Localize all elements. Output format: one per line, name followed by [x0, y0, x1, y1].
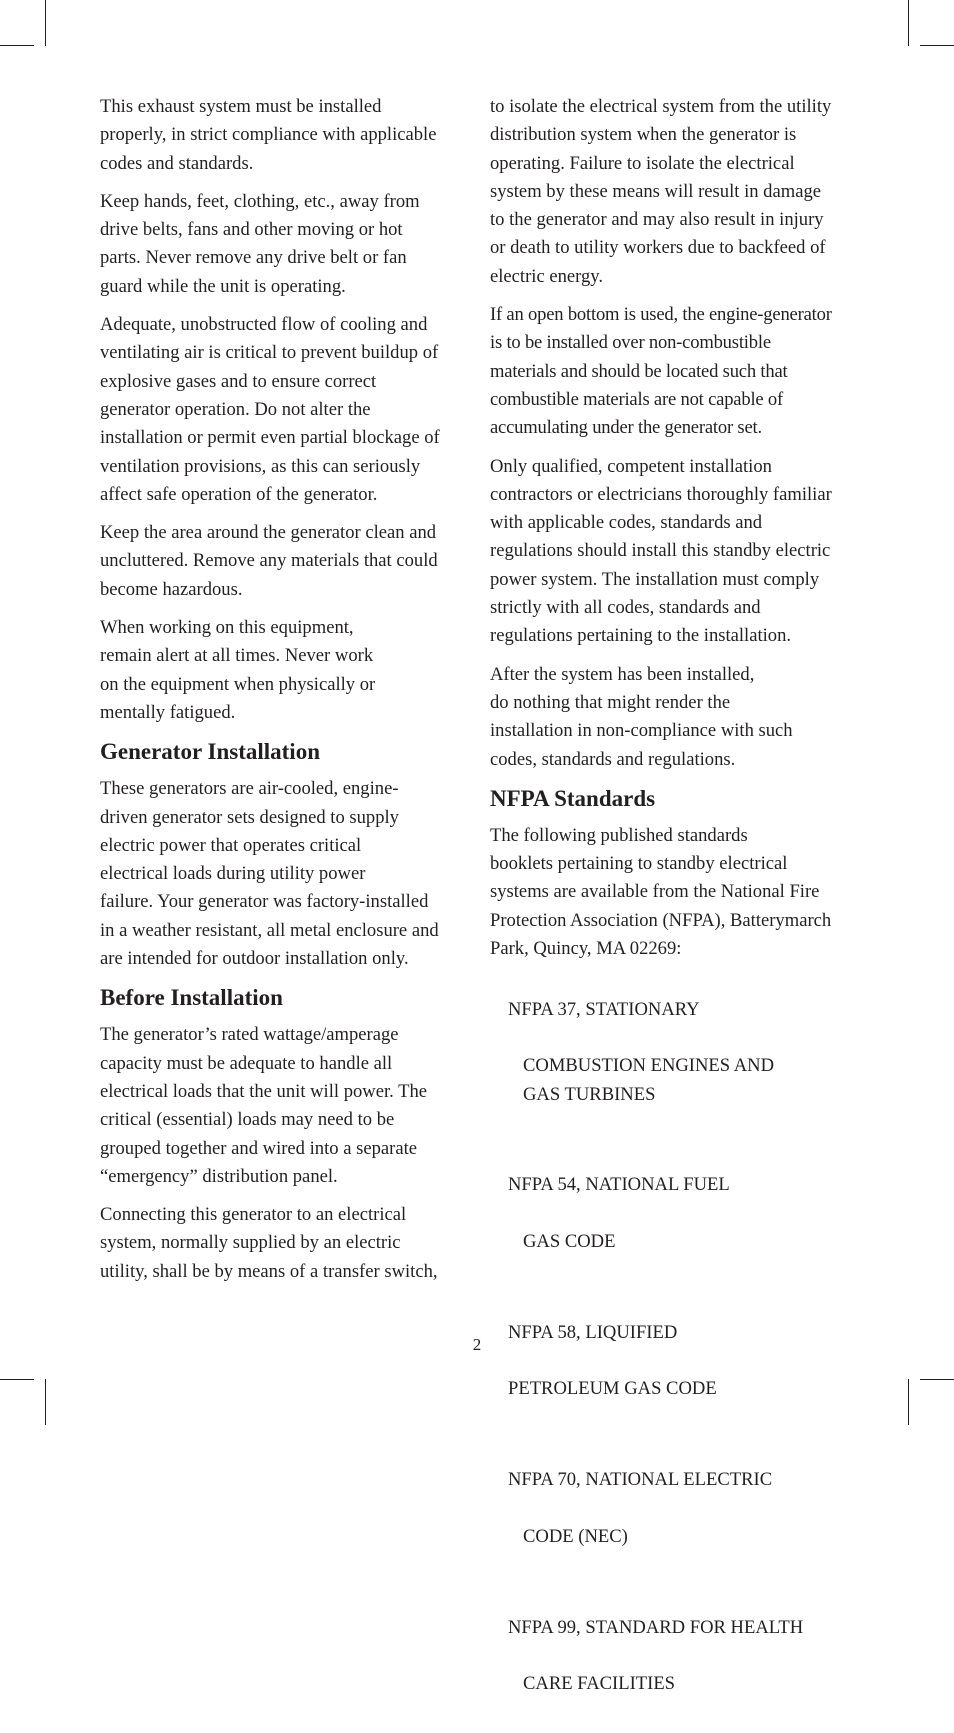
isolation-paragraph: to isolate the electrical system from the utility distribution system when the generator is operating. Failure to isolate the electrical system by these means will result in damage to the generator and may also result in injury or death to utility workers due to backfeed of electric energy.	[490, 96, 832, 287]
crop-mark-top-right-vertical	[908, 0, 909, 46]
standard-title-continued: COMBUSTION ENGINES AND GAS TURBINES	[523, 1055, 775, 1105]
standard-title-continued: CODE (NEC)	[523, 1525, 628, 1547]
clean-area-paragraph: Keep the area around the generator clean and uncluttered. Remove any materials that could become hazardous.	[100, 522, 438, 600]
crop-mark-bottom-left-horizontal	[0, 1379, 34, 1380]
standard-title-continued: GAS CODE	[523, 1230, 616, 1252]
standard-title: NFPA 37, STATIONARY	[508, 998, 700, 1020]
wattage-paragraph: The generator’s rated wattage/amperage capacity must be adequate to handle all electrical loads that the unit will power. The critical (essential) loads may need to be grouped together and wired into a separate “emergency” distribution panel.	[100, 1024, 428, 1187]
standard-item-nfpa-58	[508, 1291, 860, 1432]
moving-parts-paragraph: Keep hands, feet, clothing, etc., away from drive belts, fans and other moving or hot parts. Never remove any drive belt or fan guard while the unit is operating.	[100, 190, 420, 297]
open-bottom-paragraph: If an open bottom is used, the engine-generator is to be installed over non-combustible materials and should be located such that combustible materials are not capable of accumulating under the generator set.	[490, 304, 832, 439]
fatigue-paragraph: When working on this equipment, remain alert at all times. Never work on the equipment when physically or mentally fatigued.	[100, 617, 376, 723]
standard-title: NFPA 99, STANDARD FOR HEALTH	[508, 1616, 804, 1638]
standard-item-nfpa-37	[508, 967, 860, 1137]
standard-item-nfpa-70	[508, 1438, 860, 1579]
crop-mark-bottom-right-horizontal	[920, 1379, 954, 1380]
left-column	[100, 93, 470, 1296]
standard-title-continued: CARE FACILITIES	[523, 1673, 676, 1695]
standard-title: NFPA 70, NATIONAL ELECTRIC	[508, 1469, 773, 1491]
crop-mark-bottom-left-vertical	[45, 1379, 46, 1425]
crop-mark-top-left-vertical	[45, 0, 46, 46]
before-installation-heading: Before Installation	[100, 985, 283, 1011]
standard-title: NFPA 58, LIQUIFIED	[508, 1321, 678, 1343]
right-column	[490, 93, 860, 1733]
standard-title-continued: PETROLEUM GAS CODE	[508, 1378, 717, 1400]
standard-title: NFPA 54, NATIONAL FUEL	[508, 1174, 730, 1196]
standard-item-nfpa-99	[508, 1586, 860, 1727]
generator-description-paragraph: These generators are air-cooled, engine- driven generator sets designed to supply electric power that operates critical electrical loads during utility power failure. Your generator was factory-installed in a weather resistant, all metal enclosure and are intended for outdoor installation only.	[100, 778, 439, 970]
qualified-installers-paragraph: Only qualified, competent installation contractors or electricians thoroughly familiar with applicable codes, standards and regulations should install this standby electric power system. The installation must comply strictly with all codes, standards and regulations pertaining to the installation.	[490, 455, 832, 647]
crop-mark-top-right-horizontal	[920, 45, 954, 46]
transfer-switch-paragraph: Connecting this generator to an electrical system, normally supplied by an electric utility, shall be by means of a transfer switch,	[100, 1204, 438, 1282]
nfpa-standards-heading: NFPA Standards	[490, 785, 656, 811]
nfpa-intro-paragraph: The following published standards booklets pertaining to standby electrical systems are available from the National Fire Protection Association (NFPA), Batterymarch Park, Quincy, MA 02269:	[490, 824, 832, 960]
generator-installation-heading: Generator Installation	[100, 739, 320, 765]
page-number: 2	[472, 1335, 482, 1354]
crop-mark-bottom-right-vertical	[908, 1379, 909, 1425]
ventilation-paragraph: Adequate, unobstructed flow of cooling and ventilating air is critical to prevent buildup of explosive gases and to ensure correct generator operation. Do not alter the installation or permit even partial blockage of ventilation provisions, as this can seriously affect safe operation of the generator.	[100, 314, 440, 505]
standard-item-nfpa-54	[508, 1143, 860, 1284]
exhaust-paragraph: This exhaust system must be installed properly, in strict compliance with applicable codes and standards.	[100, 96, 437, 174]
compliance-paragraph: After the system has been installed, do nothing that might render the installation in non-compliance with such codes, standards and regulations.	[490, 663, 793, 770]
crop-mark-top-left-horizontal	[0, 45, 34, 46]
